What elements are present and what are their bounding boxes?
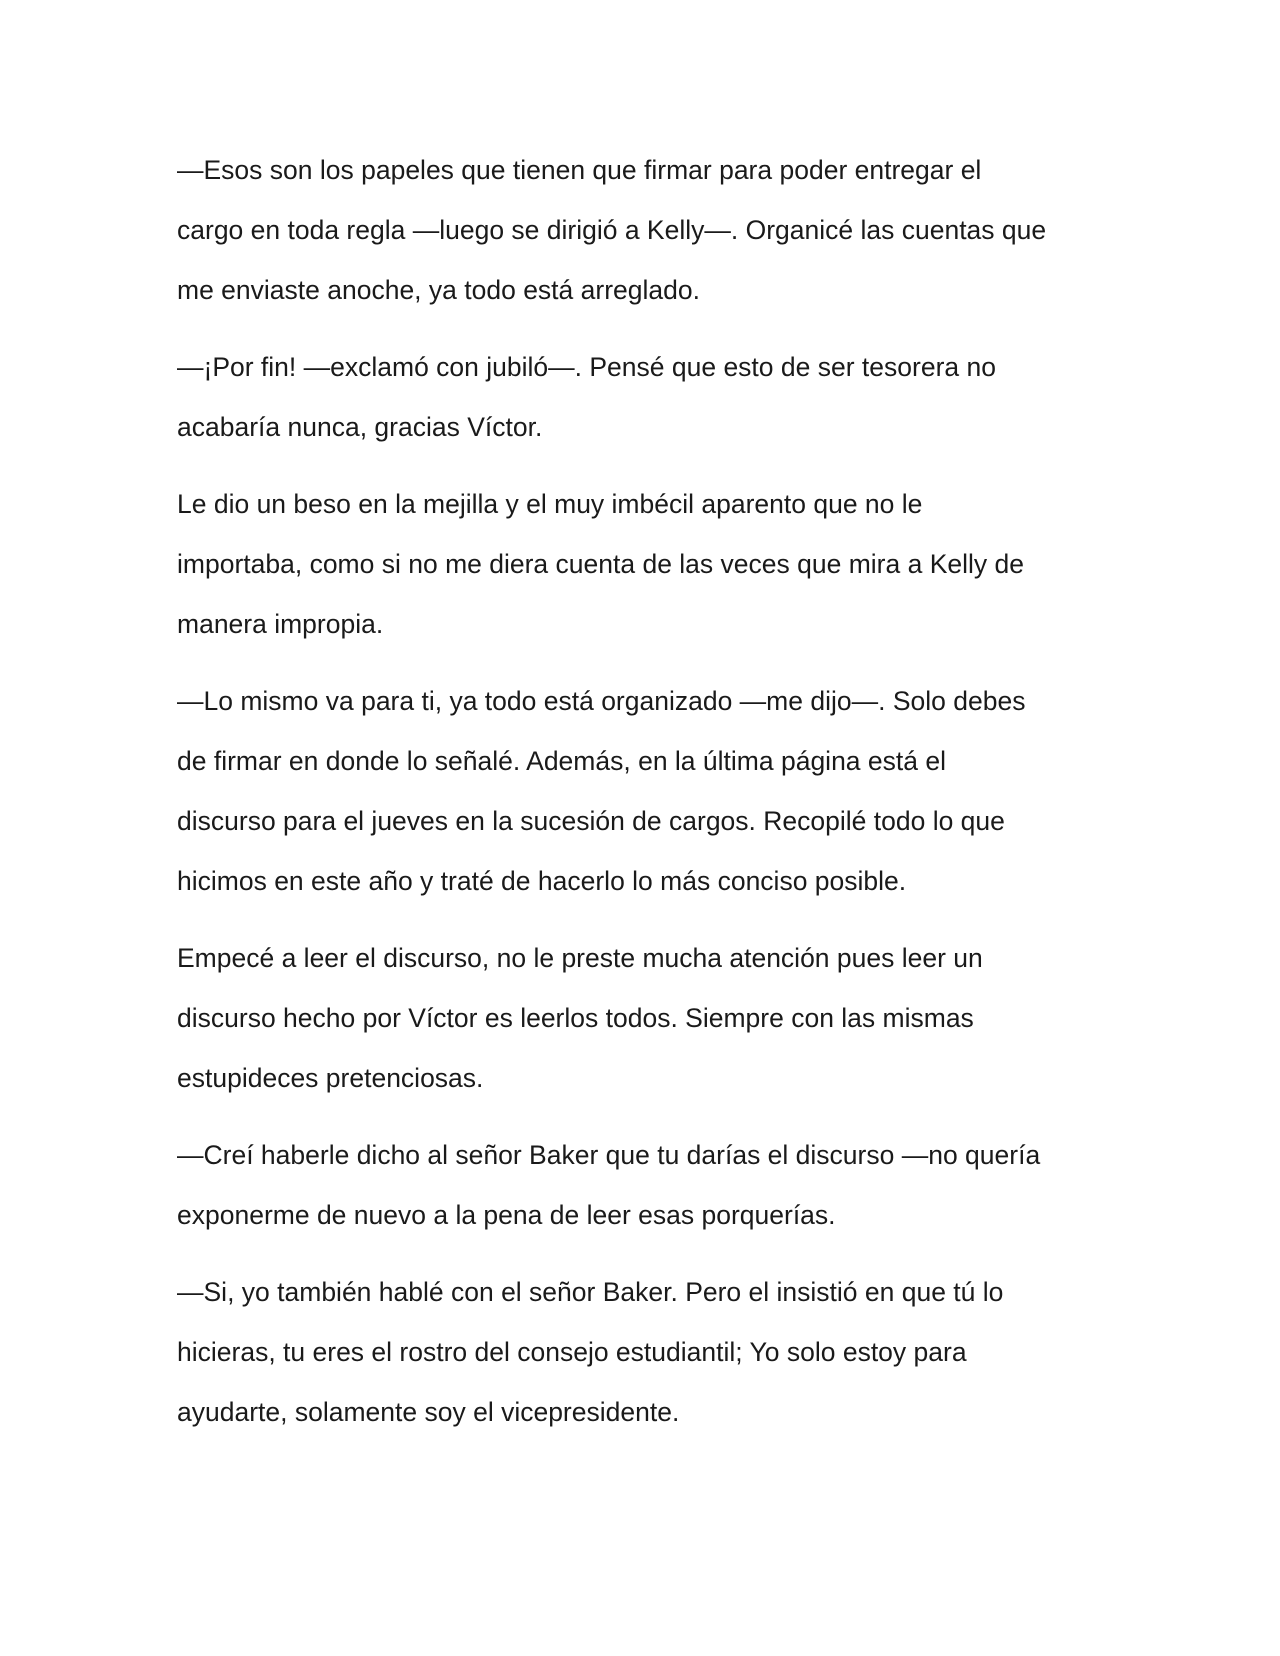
text-line: hicimos en este año y traté de hacerlo lo más conciso posible. — [177, 866, 907, 896]
text-line: —¡Por fin! —exclamó con jubiló—. Pensé que esto de ser tesorera no — [177, 352, 996, 382]
text-line: Le dio un beso en la mejilla y el muy imbécil aparento que no le — [177, 489, 923, 519]
text-line: discurso para el jueves en la sucesión de cargos. Recopilé todo lo que — [177, 806, 1005, 836]
text-line: —Esos son los papeles que tienen que firmar para poder entregar el — [177, 155, 982, 185]
paragraph-3 — [177, 474, 1107, 654]
text-line: manera impropia. — [177, 609, 384, 639]
text-line: de firmar en donde lo señalé. Además, en la última página está el — [177, 746, 946, 776]
paragraph-7 — [177, 1262, 1107, 1442]
paragraph-4 — [177, 671, 1107, 911]
text-line: exponerme de nuevo a la pena de leer esas porquerías. — [177, 1200, 836, 1230]
document-body — [177, 140, 1107, 1459]
text-line: Empecé a leer el discurso, no le preste mucha atención pues leer un — [177, 943, 983, 973]
text-line: me enviaste anoche, ya todo está arreglado. — [177, 275, 700, 305]
text-line: hicieras, tu eres el rostro del consejo estudiantil; Yo solo estoy para — [177, 1337, 967, 1367]
text-line: —Creí haberle dicho al señor Baker que tu darías el discurso —no quería — [177, 1140, 1041, 1170]
paragraph-6 — [177, 1125, 1107, 1245]
text-line: importaba, como si no me diera cuenta de las veces que mira a Kelly de — [177, 549, 1024, 579]
text-line: cargo en toda regla —luego se dirigió a Kelly—. Organicé las cuentas que — [177, 215, 1047, 245]
paragraph-5 — [177, 928, 1107, 1108]
text-line: —Si, yo también hablé con el señor Baker. Pero el insistió en que tú lo — [177, 1277, 1004, 1307]
paragraph-2 — [177, 337, 1107, 457]
text-line: —Lo mismo va para ti, ya todo está organizado —me dijo—. Solo debes — [177, 686, 1026, 716]
text-line: ayudarte, solamente soy el vicepresidente. — [177, 1397, 680, 1427]
paragraph-1 — [177, 140, 1107, 320]
text-line: discurso hecho por Víctor es leerlos todos. Siempre con las mismas — [177, 1003, 974, 1033]
text-line: acabaría nunca, gracias Víctor. — [177, 412, 543, 442]
text-line: estupideces pretenciosas. — [177, 1063, 484, 1093]
